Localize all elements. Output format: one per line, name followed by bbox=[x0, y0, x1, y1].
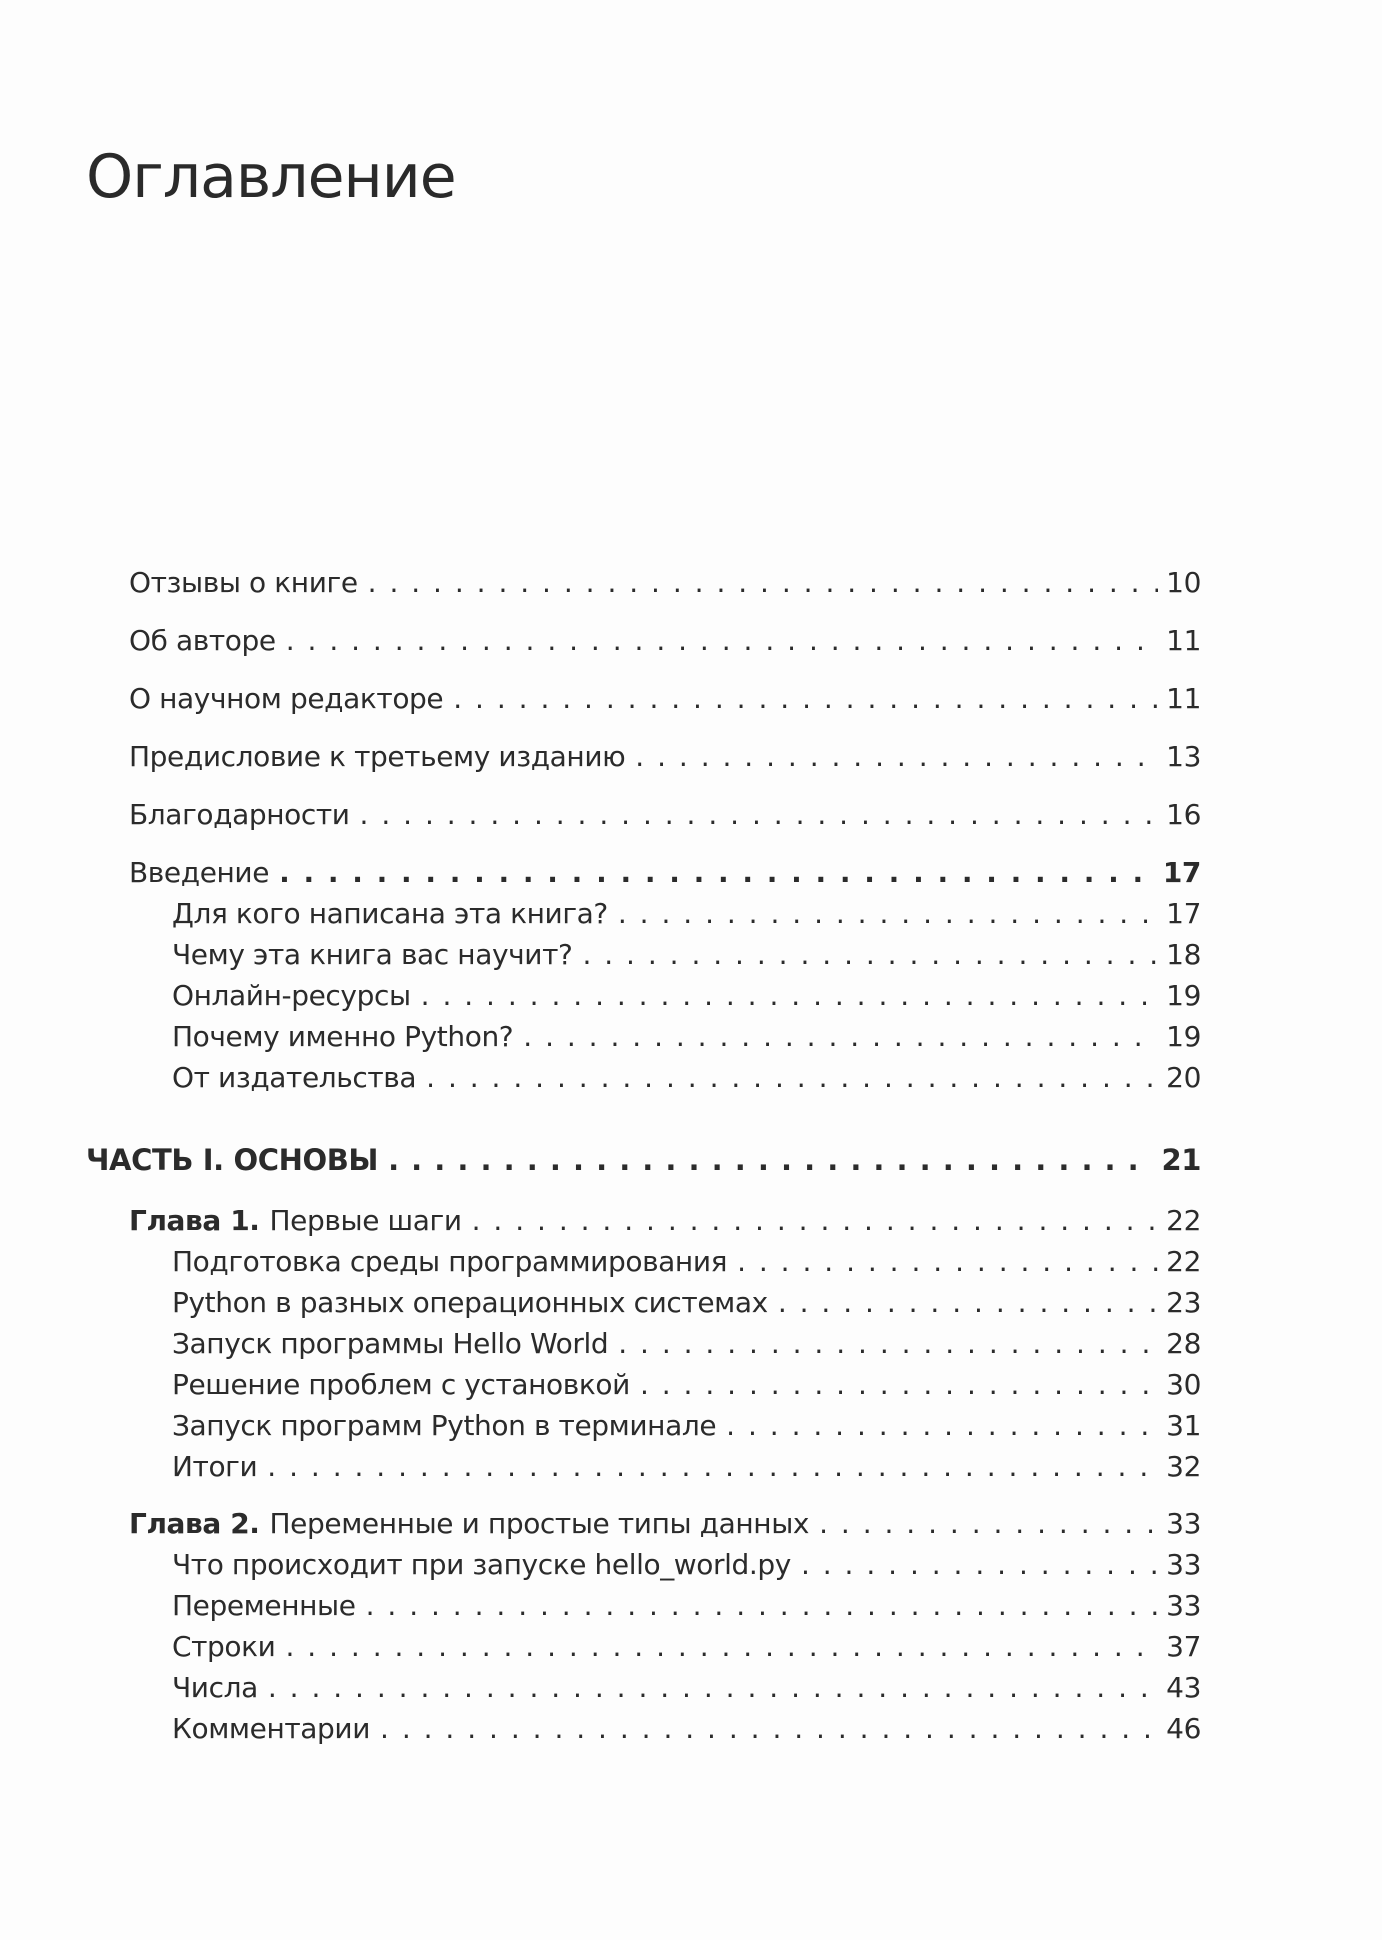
dot-leader bbox=[267, 1450, 1158, 1483]
toc-entry-label: Что происходит при запуске hello_world.py bbox=[172, 1548, 791, 1581]
toc-entry-label: Для кого написана эта книга? bbox=[172, 897, 608, 930]
toc-subentry bbox=[172, 1245, 1201, 1278]
toc-subentry bbox=[172, 1450, 1201, 1483]
toc-entry-page: 22 bbox=[1166, 1204, 1201, 1237]
toc-entry-label: Переменные bbox=[172, 1589, 356, 1622]
toc-entry-page: 33 bbox=[1166, 1507, 1201, 1540]
dot-leader bbox=[472, 1204, 1159, 1237]
toc-entry-label: Подготовка среды программирования bbox=[172, 1245, 728, 1278]
toc-subentry bbox=[172, 1712, 1201, 1745]
dot-leader bbox=[523, 1020, 1158, 1053]
dot-leader bbox=[618, 897, 1158, 930]
dot-leader bbox=[426, 1061, 1158, 1094]
dot-leader bbox=[801, 1548, 1158, 1581]
toc-part-label: ЧАСТЬ I. ОСНОВЫ bbox=[86, 1143, 379, 1177]
toc-entry-label: Предисловие к третьему изданию bbox=[129, 740, 626, 773]
toc-entry bbox=[129, 624, 1201, 657]
toc-entry-label: Первые шаги bbox=[269, 1204, 462, 1237]
toc-entry bbox=[129, 682, 1201, 715]
toc-entry-label: Чему эта книга вас научит? bbox=[172, 938, 573, 971]
toc-subentry bbox=[172, 938, 1201, 971]
toc-entry-page: 13 bbox=[1166, 740, 1201, 773]
toc-entry-label: От издательства bbox=[172, 1061, 417, 1094]
toc-subentry bbox=[172, 1630, 1201, 1663]
page-title: Оглавление bbox=[86, 142, 456, 212]
toc-subentry bbox=[172, 1061, 1201, 1094]
toc-subentry bbox=[172, 1020, 1201, 1053]
toc-entry-page: 37 bbox=[1166, 1630, 1201, 1663]
toc-entry-label: Онлайн-ресурсы bbox=[172, 979, 411, 1012]
toc-entry-page: 32 bbox=[1166, 1450, 1201, 1483]
toc-entry-page: 17 bbox=[1166, 897, 1201, 930]
toc-subentry bbox=[172, 1286, 1201, 1319]
dot-leader bbox=[819, 1507, 1158, 1540]
toc-entry-page: 11 bbox=[1166, 682, 1201, 715]
dot-leader bbox=[380, 1712, 1158, 1745]
toc-entry-page: 11 bbox=[1166, 624, 1201, 657]
toc-entry-label: Решение проблем с установкой bbox=[172, 1368, 630, 1401]
toc-entry bbox=[129, 798, 1201, 831]
toc-entry-label: Строки bbox=[172, 1630, 276, 1663]
dot-leader bbox=[279, 856, 1155, 889]
toc-entry-page: 23 bbox=[1166, 1286, 1201, 1319]
toc-entry-page: 22 bbox=[1166, 1245, 1201, 1278]
chapter-prefix: Глава 1. bbox=[129, 1204, 260, 1237]
toc-entry-label: Почему именно Python? bbox=[172, 1020, 514, 1053]
toc-entry-introduction bbox=[129, 856, 1201, 889]
toc-entry-page: 31 bbox=[1166, 1409, 1201, 1442]
toc-entry-label: Числа bbox=[172, 1671, 258, 1704]
dot-leader bbox=[453, 682, 1158, 715]
toc-subentry bbox=[172, 1327, 1201, 1360]
dot-leader bbox=[726, 1409, 1158, 1442]
toc-entry-page: 46 bbox=[1166, 1712, 1201, 1745]
dot-leader bbox=[360, 798, 1159, 831]
toc-subentry bbox=[172, 1409, 1201, 1442]
toc-subentry bbox=[172, 1671, 1201, 1704]
toc-entry-label: Благодарности bbox=[129, 798, 350, 831]
dot-leader bbox=[737, 1245, 1158, 1278]
toc-entry-label: Отзывы о книге bbox=[129, 566, 358, 599]
dot-leader bbox=[778, 1286, 1158, 1319]
toc-entry-page: 33 bbox=[1166, 1548, 1201, 1581]
toc-entry-page: 20 bbox=[1166, 1061, 1201, 1094]
toc-entry-page: 43 bbox=[1166, 1671, 1201, 1704]
toc-entry-label: Переменные и простые типы данных bbox=[269, 1507, 810, 1540]
toc-subentry bbox=[172, 979, 1201, 1012]
toc-entry-label: Комментарии bbox=[172, 1712, 371, 1745]
dot-leader bbox=[268, 1671, 1158, 1704]
dot-leader bbox=[366, 1589, 1159, 1622]
dot-leader bbox=[618, 1327, 1158, 1360]
toc-chapter-2 bbox=[129, 1507, 1201, 1540]
dot-leader bbox=[582, 938, 1158, 971]
toc-entry-page: 19 bbox=[1166, 979, 1201, 1012]
dot-leader bbox=[635, 740, 1158, 773]
dot-leader bbox=[640, 1368, 1158, 1401]
toc-entry-page: 28 bbox=[1166, 1327, 1201, 1360]
toc-entry-page: 16 bbox=[1166, 798, 1201, 831]
toc-entry-page: 30 bbox=[1166, 1368, 1201, 1401]
toc-entry-page: 18 bbox=[1166, 938, 1201, 971]
dot-leader bbox=[368, 566, 1159, 599]
toc-subentry bbox=[172, 897, 1201, 930]
toc-chapter-1 bbox=[129, 1204, 1201, 1237]
dot-leader bbox=[285, 1630, 1158, 1663]
toc-entry-label: Об авторе bbox=[129, 624, 276, 657]
toc-part-heading bbox=[86, 1143, 1201, 1177]
toc-entry-label: О научном редакторе bbox=[129, 682, 444, 715]
toc-entry-page: 33 bbox=[1166, 1589, 1201, 1622]
dot-leader bbox=[388, 1143, 1153, 1177]
toc-entry-page: 17 bbox=[1162, 856, 1201, 889]
toc-entry-label: Итоги bbox=[172, 1450, 258, 1483]
dot-leader bbox=[421, 979, 1159, 1012]
toc-subentry bbox=[172, 1548, 1201, 1581]
toc-part-page: 21 bbox=[1161, 1143, 1201, 1177]
toc-subentry bbox=[172, 1368, 1201, 1401]
toc-entry-label: Python в разных операционных системах bbox=[172, 1286, 768, 1319]
toc-entry-label: Запуск программ Python в терминале bbox=[172, 1409, 717, 1442]
chapter-prefix: Глава 2. bbox=[129, 1507, 260, 1540]
toc-entry-page: 10 bbox=[1166, 566, 1201, 599]
toc-entry bbox=[129, 566, 1201, 599]
dot-leader bbox=[286, 624, 1158, 657]
toc-entry-label: Запуск программы Hello World bbox=[172, 1327, 609, 1360]
toc-entry-label: Введение bbox=[129, 856, 270, 889]
toc-entry-page: 19 bbox=[1166, 1020, 1201, 1053]
toc-entry bbox=[129, 740, 1201, 773]
toc-subentry bbox=[172, 1589, 1201, 1622]
